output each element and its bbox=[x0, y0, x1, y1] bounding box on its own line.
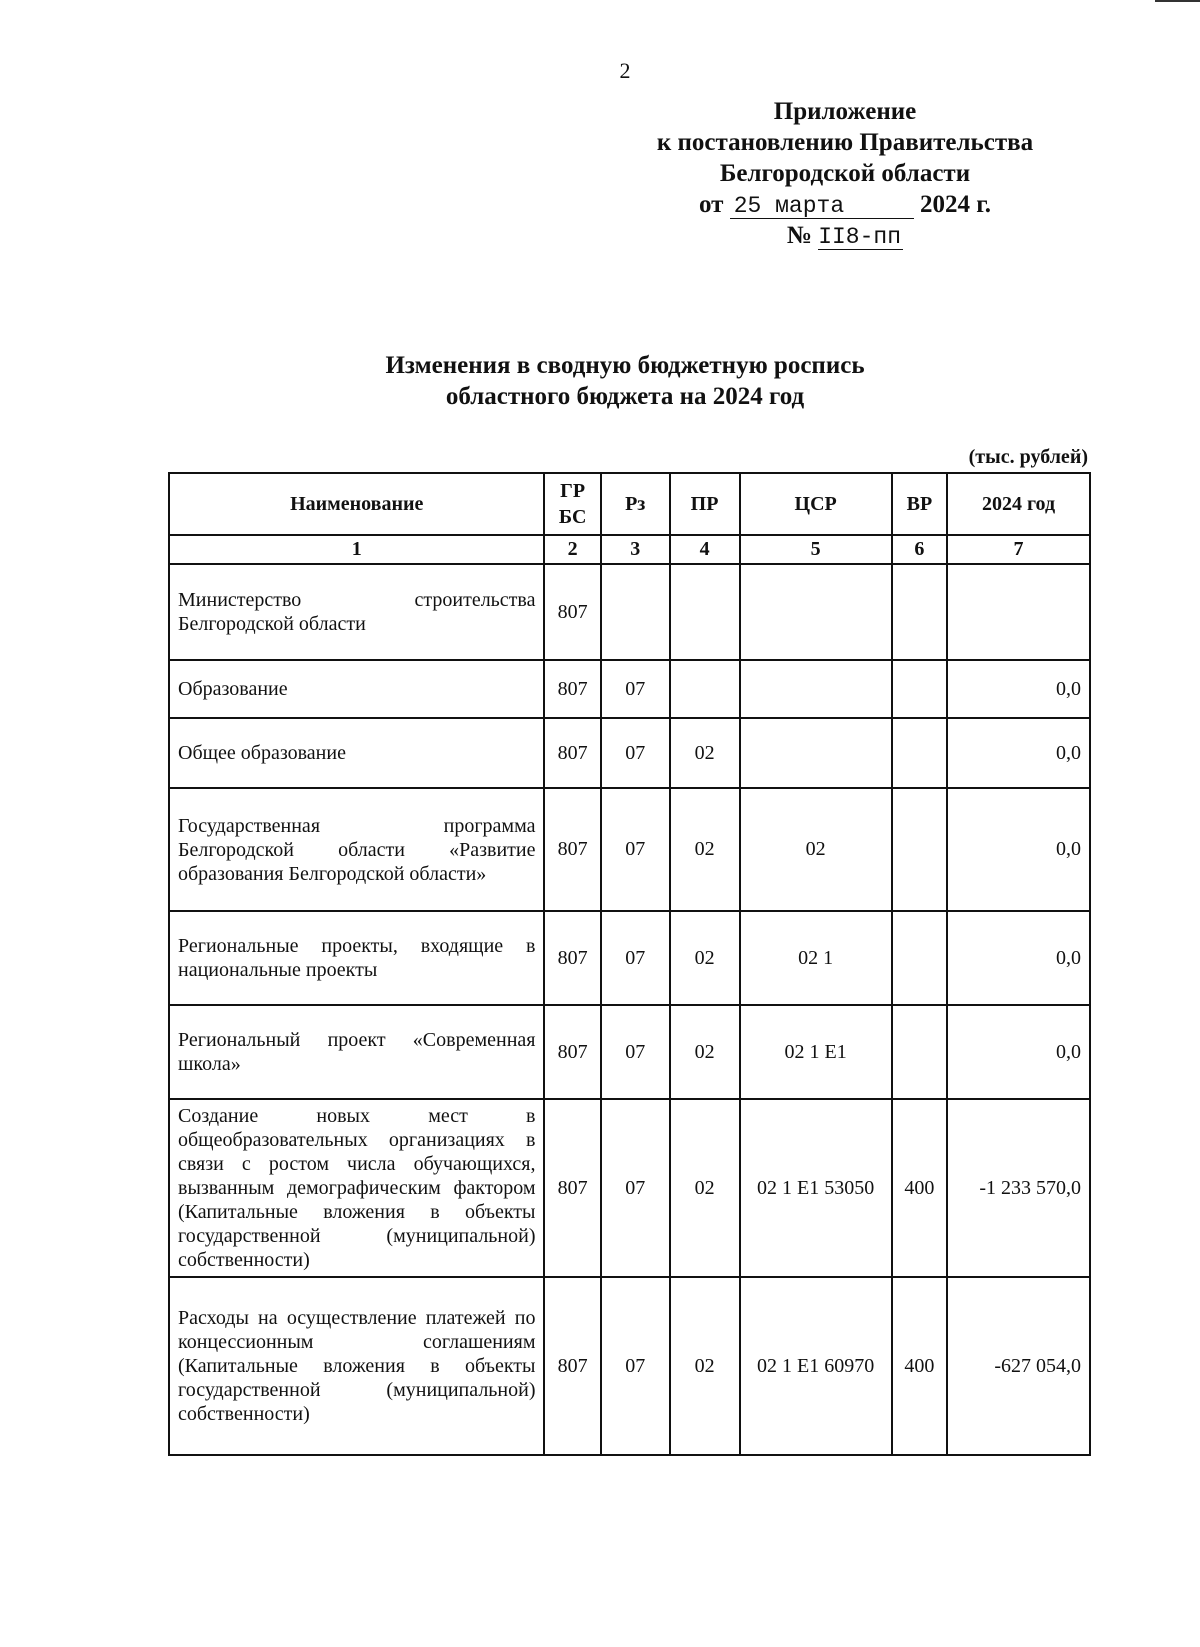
date-value: 25 марта bbox=[730, 194, 914, 219]
row-rz: 07 bbox=[601, 1277, 670, 1455]
row-csr: 02 1 E1 60970 bbox=[740, 1277, 892, 1455]
approval-decree-line: к постановлению Правительства bbox=[656, 129, 1034, 156]
approval-block bbox=[620, 96, 1070, 251]
date-prefix: от bbox=[699, 191, 724, 218]
row-vr bbox=[892, 564, 947, 660]
title-line-2: областного бюджета на 2024 год bbox=[445, 383, 805, 410]
table-row bbox=[169, 1277, 1090, 1455]
row-rz bbox=[601, 564, 670, 660]
header-year: 2024 год bbox=[947, 473, 1090, 535]
approval-date-line bbox=[620, 189, 1070, 220]
row-vr: 400 bbox=[892, 1277, 947, 1455]
header-row bbox=[169, 473, 1090, 535]
column-numbering-row bbox=[169, 535, 1090, 564]
row-amount bbox=[947, 564, 1090, 660]
row-vr bbox=[892, 1005, 947, 1099]
row-csr: 02 1 E1 bbox=[740, 1005, 892, 1099]
row-csr bbox=[740, 660, 892, 718]
row-rz: 07 bbox=[601, 718, 670, 788]
row-rz: 07 bbox=[601, 1099, 670, 1277]
table-row bbox=[169, 1005, 1090, 1099]
row-pr: 02 bbox=[670, 788, 740, 911]
row-grbs: 807 bbox=[544, 718, 600, 788]
row-name: Создание новых мест в общеобразовательных организациях в связи с ростом числа обучающихся, вызванным демографическим фактором (Капитальные вложения в объекты государственной (муниципальной) собственности) bbox=[169, 1099, 544, 1277]
row-rz: 07 bbox=[601, 788, 670, 911]
row-csr: 02 bbox=[740, 788, 892, 911]
row-grbs: 807 bbox=[544, 1005, 600, 1099]
row-rz: 07 bbox=[601, 1005, 670, 1099]
row-grbs: 807 bbox=[544, 1099, 600, 1277]
table-row bbox=[169, 911, 1090, 1005]
document-title bbox=[300, 350, 950, 412]
table-row bbox=[169, 564, 1090, 660]
header-rz: Рз bbox=[601, 473, 670, 535]
row-vr bbox=[892, 788, 947, 911]
row-amount: -1 233 570,0 bbox=[947, 1099, 1090, 1277]
row-grbs: 807 bbox=[544, 660, 600, 718]
row-name: Расходы на осуществление платежей по концессионным соглашениям (Капитальные вложения в объекты государственной (муниципальной) собственности) bbox=[169, 1277, 544, 1455]
row-name: Региональный проект «Современная школа» bbox=[169, 1005, 544, 1099]
column-number: 1 bbox=[169, 535, 544, 564]
column-number: 2 bbox=[544, 535, 600, 564]
row-amount: 0,0 bbox=[947, 1005, 1090, 1099]
row-csr: 02 1 bbox=[740, 911, 892, 1005]
row-amount: 0,0 bbox=[947, 718, 1090, 788]
budget-table bbox=[168, 472, 1091, 1456]
column-number: 6 bbox=[892, 535, 947, 564]
header-pr: ПР bbox=[670, 473, 740, 535]
row-grbs: 807 bbox=[544, 1277, 600, 1455]
row-name: Региональные проекты, входящие в национальные проекты bbox=[169, 911, 544, 1005]
header-vr: ВР bbox=[892, 473, 947, 535]
number-value: II8-пп bbox=[818, 225, 903, 250]
row-amount: -627 054,0 bbox=[947, 1277, 1090, 1455]
row-name: Государственная программа Белгородской области «Развитие образования Белгородской области» bbox=[169, 788, 544, 911]
row-grbs: 807 bbox=[544, 911, 600, 1005]
date-suffix: 2024 г. bbox=[919, 191, 991, 218]
table-row bbox=[169, 1099, 1090, 1277]
header-grbs-line-2: БС bbox=[558, 506, 587, 528]
row-grbs: 807 bbox=[544, 788, 600, 911]
units-note: (тыс. рублей) bbox=[968, 446, 1088, 468]
column-number: 4 bbox=[670, 535, 740, 564]
row-amount: 0,0 bbox=[947, 660, 1090, 718]
header-name: Наименование bbox=[169, 473, 544, 535]
row-vr bbox=[892, 660, 947, 718]
row-name: Образование bbox=[169, 660, 544, 718]
table-row bbox=[169, 718, 1090, 788]
row-pr: 02 bbox=[670, 718, 740, 788]
row-name: Общее образование bbox=[169, 718, 544, 788]
header-grbs-line-1: ГР bbox=[560, 480, 586, 502]
row-rz: 07 bbox=[601, 660, 670, 718]
number-prefix: № bbox=[786, 222, 812, 249]
column-number: 7 bbox=[947, 535, 1090, 564]
row-csr bbox=[740, 718, 892, 788]
row-pr bbox=[670, 660, 740, 718]
row-pr: 02 bbox=[670, 911, 740, 1005]
scan-edge-mark bbox=[1155, 0, 1200, 2]
header-csr: ЦСР bbox=[740, 473, 892, 535]
table-row bbox=[169, 660, 1090, 718]
row-pr: 02 bbox=[670, 1005, 740, 1099]
row-grbs: 807 bbox=[544, 564, 600, 660]
row-amount: 0,0 bbox=[947, 788, 1090, 911]
approval-number-line bbox=[620, 220, 1070, 251]
row-vr bbox=[892, 718, 947, 788]
header-grbs bbox=[544, 473, 600, 535]
row-csr bbox=[740, 564, 892, 660]
row-vr bbox=[892, 911, 947, 1005]
approval-region-line: Белгородской области bbox=[719, 160, 971, 187]
row-vr: 400 bbox=[892, 1099, 947, 1277]
row-pr bbox=[670, 564, 740, 660]
row-name: Министерство строительства Белгородской области bbox=[169, 564, 544, 660]
row-pr: 02 bbox=[670, 1277, 740, 1455]
page-number: 2 bbox=[619, 58, 631, 83]
row-amount: 0,0 bbox=[947, 911, 1090, 1005]
row-csr: 02 1 E1 53050 bbox=[740, 1099, 892, 1277]
column-number: 3 bbox=[601, 535, 670, 564]
column-number: 5 bbox=[740, 535, 892, 564]
title-line-1: Изменения в сводную бюджетную роспись bbox=[385, 352, 865, 379]
table-row bbox=[169, 788, 1090, 911]
row-rz: 07 bbox=[601, 911, 670, 1005]
row-pr: 02 bbox=[670, 1099, 740, 1277]
approval-heading: Приложение bbox=[773, 98, 917, 125]
